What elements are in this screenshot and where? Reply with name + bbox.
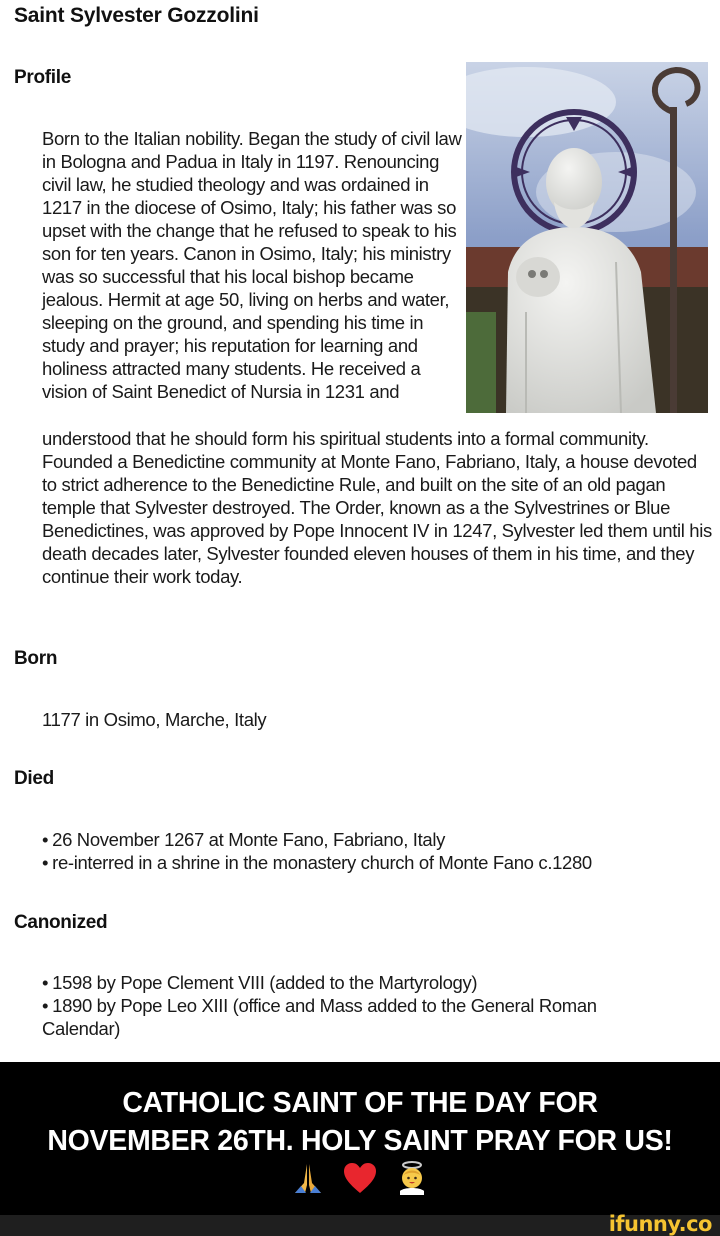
praying-hands-icon (290, 1161, 326, 1197)
caption-banner (0, 1062, 720, 1215)
canonized-list-item: • 1890 by Pope Leo XIII (office and Mass added to the General Roman Calendar) (42, 995, 597, 1039)
page-title: Saint Sylvester Gozzolini (14, 4, 259, 27)
canonized-heading: Canonized (14, 912, 108, 933)
profile-heading: Profile (14, 67, 72, 88)
canonized-list (42, 971, 662, 1040)
profile-text-full-width: understood that he should form his spiritual students into a formal community. Founded a Benedictine community at Monte Fano, Fabriano, Italy, a house devoted to strict adherence to the Benedictine Rule, and built on the site of an old pagan temple that Sylvester destroyed. The Order, known as a the Sylvestrines or Blue Benedictines, was approved by Pope Innocent IV in 1247, Sylvester led them until his death decades later, Sylvester founded eleven houses of them in his time, and they continue their work today. (42, 428, 712, 587)
died-list-item: • re-interred in a shrine in the monastery church of Monte Fano c.1280 (42, 852, 592, 873)
died-heading: Died (14, 768, 54, 789)
died-list-item: • 26 November 1267 at Monte Fano, Fabriano, Italy (42, 829, 445, 850)
ifunny-logo: ifunny.co (608, 1212, 712, 1236)
baby-angel-icon (394, 1161, 430, 1197)
died-list (42, 828, 702, 874)
born-text: 1177 in Osimo, Marche, Italy (42, 709, 267, 730)
caption-line-2: NOVEMBER 26TH. HOLY SAINT PRAY FOR US! (47, 1125, 673, 1157)
bullet: • (42, 829, 49, 850)
caption-line-1: CATHOLIC SAINT OF THE DAY FOR (122, 1087, 598, 1119)
saint-statue-image (466, 62, 708, 413)
profile-text-beside-image: Born to the Italian nobility. Began the study of civil law in Bologna and Padua in Italy in 1197. Renouncing civil law, he studied theology and was ordained in 1217 in the diocese of Osimo, Italy; his father was so upset with the change that he refused to speak to his son for ten years. Canon in Osimo, Italy; his ministry was so successful that his local bishop became jealous. Hermit at age 50, living on herbs and water, sleeping on the ground, and spending his time in study and prayer; his reputation for learning and holiness attracted many students. He received a vision of Saint Benedict of Nursia in 1231 and (42, 128, 462, 402)
red-heart-icon (342, 1161, 378, 1197)
caption-text (0, 1084, 720, 1160)
canonized-list-item: • 1598 by Pope Clement VIII (added to the Martyrology) (42, 972, 478, 993)
emoji-row (0, 1160, 720, 1197)
born-heading: Born (14, 648, 58, 669)
bullet: • (42, 972, 49, 993)
bullet: • (42, 852, 49, 873)
bullet: • (42, 995, 49, 1016)
watermark-footer (0, 1212, 720, 1236)
